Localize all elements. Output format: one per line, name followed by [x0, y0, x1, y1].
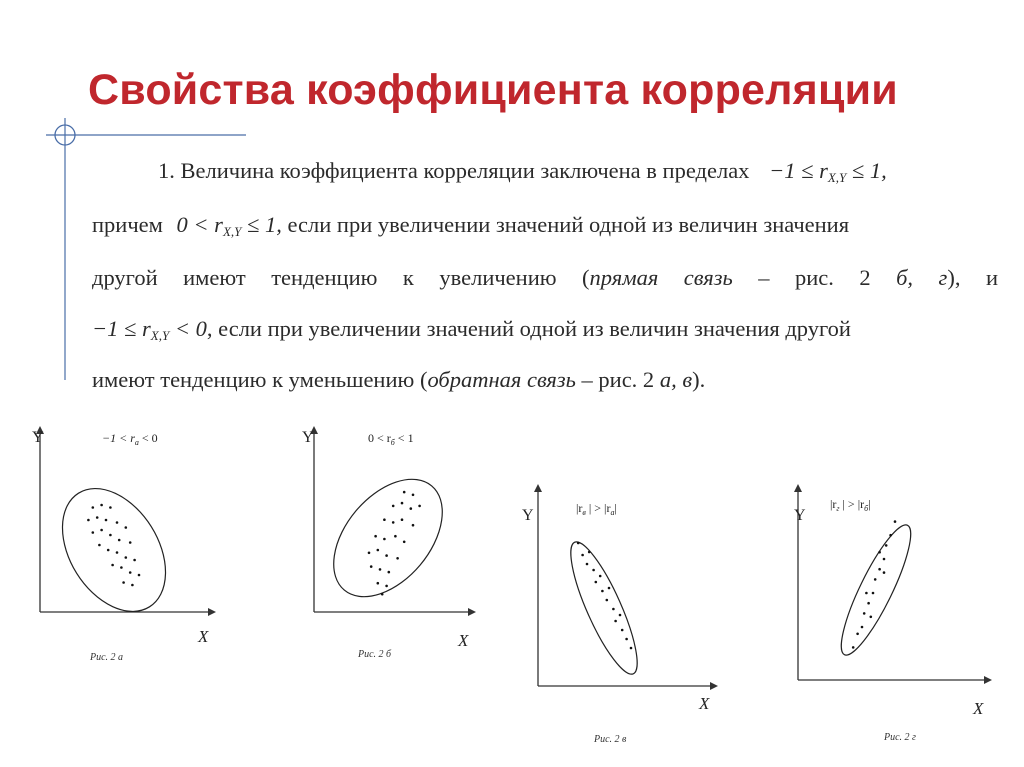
data-point: [599, 575, 602, 578]
data-point: [133, 559, 136, 562]
data-point: [601, 590, 604, 593]
data-point: [385, 585, 388, 588]
scatter-points: [577, 542, 632, 650]
data-point: [120, 566, 123, 569]
data-point: [856, 633, 859, 636]
paragraph-line-5: имеют тенденцию к уменьшению (обратная связь – рис. 2 а, в).: [92, 367, 706, 392]
data-point: [581, 554, 584, 557]
y-axis-label: Y: [32, 429, 44, 446]
chart-2v: [514, 478, 724, 748]
data-point: [586, 563, 589, 566]
data-point: [630, 647, 633, 650]
data-point: [96, 516, 99, 519]
data-point: [122, 581, 125, 584]
data-point: [588, 551, 591, 554]
data-point: [889, 534, 892, 537]
data-point: [374, 535, 377, 538]
data-point: [614, 620, 617, 623]
line2-prefix: причем: [92, 212, 163, 237]
x-axis-label: X: [973, 699, 984, 718]
paragraph-line-3: другой имеют тенденцию к увеличению (прямая связь – рис. 2 б, г), и: [92, 265, 998, 290]
ellipse-outline: [559, 535, 649, 680]
line2-formula: $0 < r_{X,Y} \le 1$,: [176, 212, 282, 239]
data-point: [606, 599, 609, 602]
x-axis-arrow: [710, 682, 718, 690]
line1-formula: $-1 \le r_{X,Y} \le 1$,: [769, 158, 887, 185]
chart-2g-svg: [788, 478, 998, 748]
data-point: [388, 571, 391, 574]
data-point: [883, 558, 886, 561]
chart-2b: [296, 420, 496, 665]
data-point: [118, 539, 121, 542]
data-point: [98, 544, 101, 547]
y-axis-label: Y: [302, 429, 314, 446]
data-point: [885, 544, 888, 547]
data-point: [92, 506, 95, 509]
data-point: [418, 505, 421, 508]
data-point: [867, 602, 870, 605]
paragraph-line-1: [158, 158, 887, 186]
data-point: [392, 505, 395, 508]
paragraph-line-4: [92, 316, 851, 344]
data-point: [401, 502, 404, 505]
line1-text: 1. Величина коэффициента корреляции заключена в пределах: [158, 158, 750, 183]
scatter-points: [368, 491, 421, 596]
chart-2v-svg: [514, 478, 724, 748]
slide-title: Свойства коэффициента корреляции: [88, 66, 898, 114]
data-point: [394, 535, 397, 538]
data-point: [852, 646, 855, 649]
chart-2b-svg: [296, 420, 496, 665]
data-point: [87, 519, 90, 522]
data-point: [385, 554, 388, 557]
data-point: [383, 518, 386, 521]
condition-label: $0 < r_б < 1$: [368, 431, 414, 447]
data-point: [621, 629, 624, 632]
data-point: [872, 592, 875, 595]
data-point: [381, 593, 384, 596]
chart-caption: Рис. 2 г: [884, 732, 916, 743]
y-axis-label: Y: [522, 507, 534, 524]
data-point: [612, 608, 615, 611]
data-point: [396, 557, 399, 560]
data-point: [109, 506, 112, 509]
chart-caption: Рис. 2 а: [90, 652, 124, 663]
y-axis-arrow: [534, 484, 542, 492]
data-point: [116, 551, 119, 554]
data-point: [870, 616, 873, 619]
data-point: [105, 519, 108, 522]
data-point: [109, 534, 112, 537]
data-point: [608, 587, 611, 590]
line2-text: если при увеличении значений одной из величин значения: [287, 212, 850, 237]
data-point: [403, 541, 406, 544]
data-point: [592, 569, 595, 572]
ellipse-outline: [830, 518, 922, 661]
scatter-points: [87, 504, 140, 587]
data-point: [138, 574, 141, 577]
data-point: [410, 507, 413, 510]
data-point: [874, 578, 877, 581]
y-axis-label: Y: [794, 507, 806, 524]
condition-label: $|r_в$ | > $|r_a|$: [576, 501, 617, 517]
data-point: [883, 571, 886, 574]
data-point: [401, 518, 404, 521]
ellipse-outline: [312, 459, 464, 617]
y-axis-arrow: [794, 484, 802, 492]
data-point: [412, 524, 415, 527]
chart-2g: [788, 478, 998, 748]
data-point: [878, 551, 881, 554]
x-axis-arrow: [468, 608, 476, 616]
x-axis-label: X: [699, 694, 710, 713]
data-point: [100, 529, 103, 532]
line4-text: , если при увеличении значений одной из величин значения другой: [206, 316, 851, 341]
data-point: [383, 538, 386, 541]
data-point: [129, 541, 132, 544]
data-point: [377, 582, 380, 585]
chart-caption: Рис. 2 в: [594, 734, 627, 745]
ellipse-outline: [41, 470, 187, 630]
chart-2a: [22, 420, 222, 665]
scatter-points: [852, 520, 896, 648]
data-point: [412, 494, 415, 497]
data-point: [403, 491, 406, 494]
condition-label: $|r_г$ | > $|r_б|$: [830, 497, 871, 513]
data-point: [379, 568, 382, 571]
data-point: [125, 526, 128, 529]
data-point: [894, 520, 897, 523]
x-axis-arrow: [984, 676, 992, 684]
x-axis-label: X: [458, 631, 469, 650]
data-point: [878, 568, 881, 571]
chart-caption: Рис. 2 б: [358, 649, 392, 660]
paragraph-line-2: [92, 212, 849, 240]
data-point: [370, 565, 373, 568]
data-point: [131, 584, 134, 587]
data-point: [92, 531, 95, 534]
line4-formula: $-1 \le r_{X,Y} < 0$: [92, 316, 207, 343]
data-point: [107, 549, 110, 552]
data-point: [111, 564, 114, 567]
data-point: [863, 612, 866, 615]
x-axis-label: X: [198, 627, 209, 646]
data-point: [619, 614, 622, 617]
data-point: [595, 581, 598, 584]
data-point: [577, 542, 580, 545]
data-point: [368, 552, 371, 555]
data-point: [100, 504, 103, 507]
data-point: [116, 521, 119, 524]
data-point: [865, 592, 868, 595]
data-point: [861, 626, 864, 629]
condition-label: $-1 < r_a < 0$: [102, 431, 158, 447]
data-point: [625, 638, 628, 641]
chart-2a-svg: [22, 420, 222, 665]
data-point: [377, 549, 380, 552]
data-point: [125, 556, 128, 559]
data-point: [129, 571, 132, 574]
data-point: [392, 521, 395, 524]
x-axis-arrow: [208, 608, 216, 616]
